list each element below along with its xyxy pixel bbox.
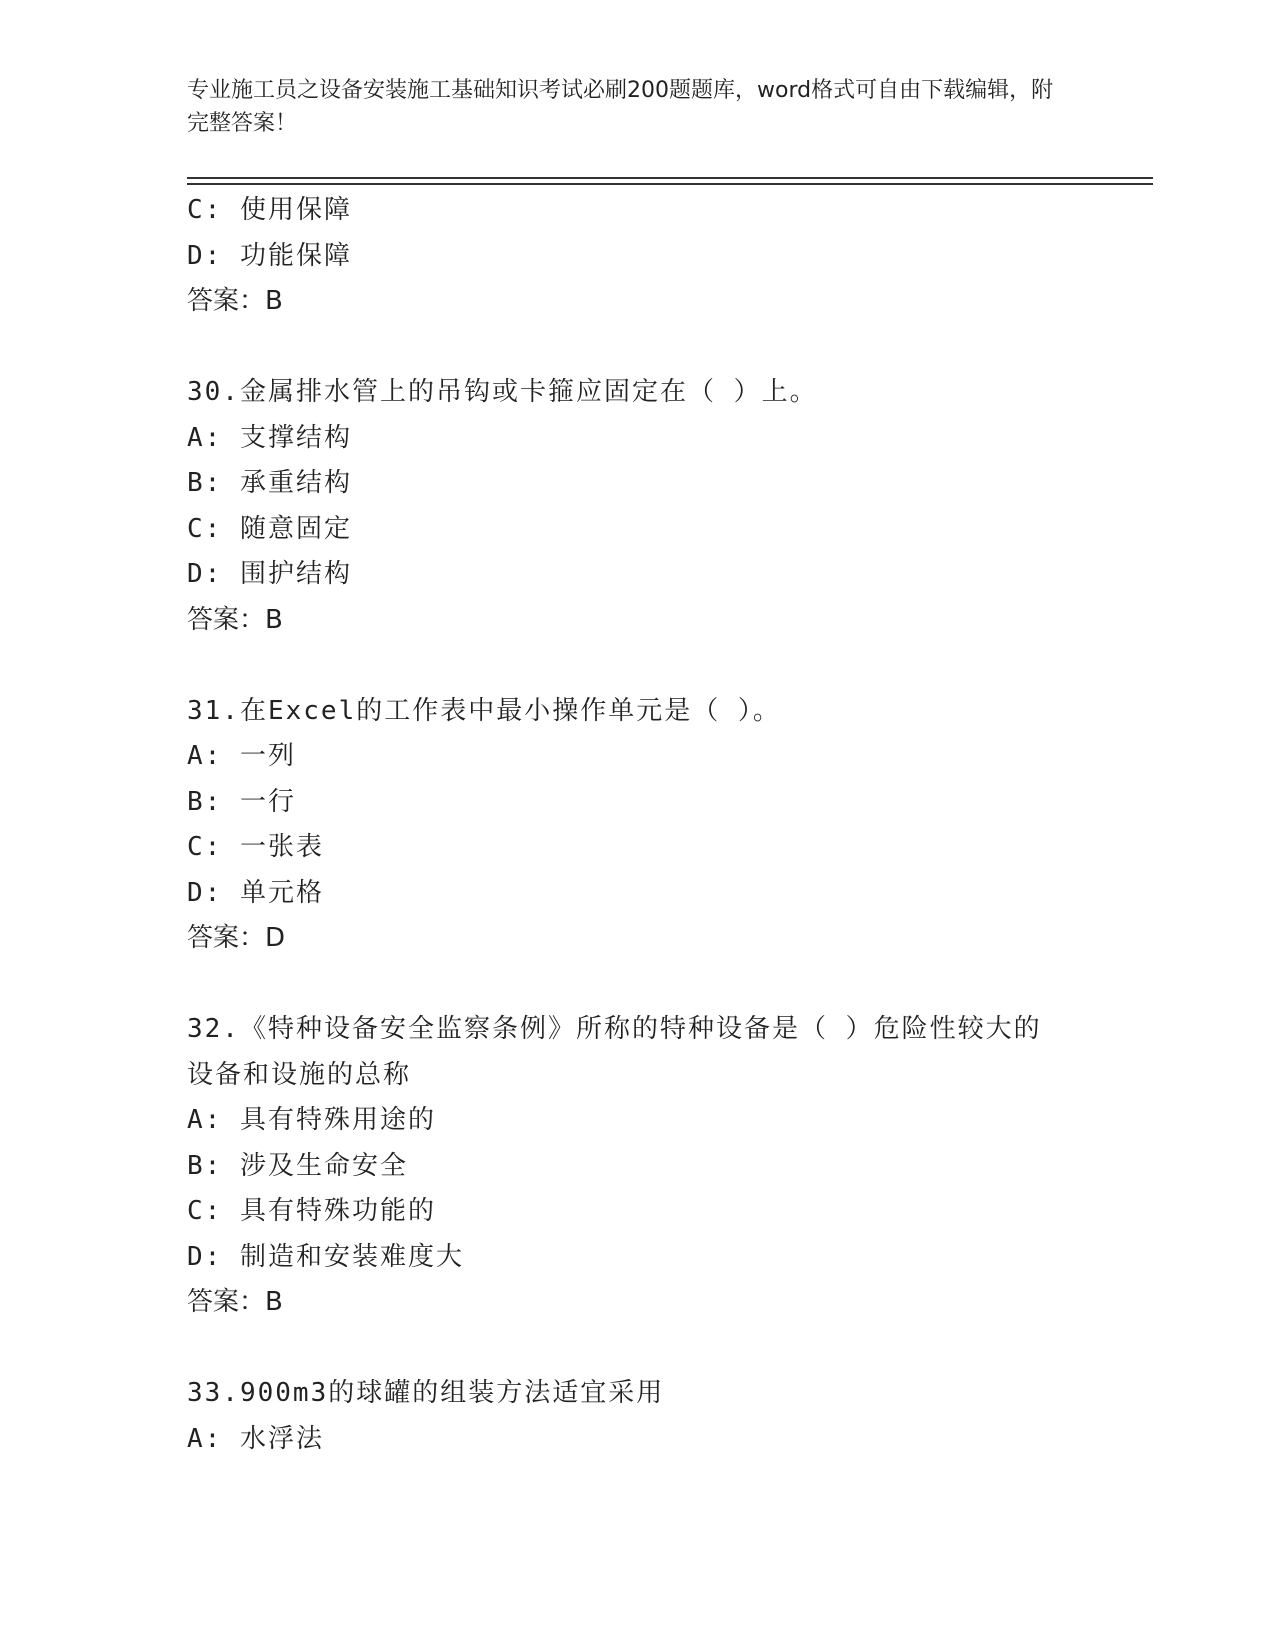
option-d: D: 单元格 (187, 877, 324, 908)
question-29-continued (187, 188, 1087, 325)
option-b: B: 一行 (187, 786, 296, 817)
option-a: A: 具有特殊用途的 (187, 1105, 436, 1135)
option-c: C: 具有特殊功能的 (187, 1196, 436, 1226)
question-stem: 30.金属排水管上的吊钩或卡箍应固定在（ ）上。 (187, 377, 818, 407)
answer-line: 答案：B (187, 286, 283, 316)
option-d: D: 围护结构 (187, 559, 352, 589)
question-33 (187, 1371, 1087, 1462)
header-divider-bottom (187, 183, 1153, 185)
question-spacer (187, 1326, 1087, 1372)
option-a: A: 支撑结构 (187, 422, 352, 453)
option-c: C: 一张表 (187, 832, 324, 862)
option-a: A: 一列 (187, 741, 296, 771)
question-stem: 33.900m3的球罐的组装方法适宜采用 (187, 1378, 665, 1408)
option-d: D: 制造和安装难度大 (187, 1241, 464, 1272)
question-30 (187, 370, 1087, 643)
answer-line: 答案：B (187, 1287, 283, 1317)
option-a: A: 水浮法 (187, 1423, 324, 1454)
option-d: D: 功能保障 (187, 240, 352, 271)
option-c: C: 随意固定 (187, 513, 352, 544)
header-divider-top (187, 177, 1153, 179)
question-stem: 31.在Excel的工作表中最小操作单元是（ ）。 (187, 695, 781, 726)
page-header (187, 74, 1067, 140)
answer-line: 答案：B (187, 604, 283, 635)
question-spacer (187, 962, 1087, 1008)
question-stem-line-2: 设备和设施的总称 (187, 1059, 412, 1090)
question-spacer (187, 643, 1087, 689)
question-32 (187, 1007, 1087, 1326)
question-31 (187, 689, 1087, 962)
option-b: B: 涉及生命安全 (187, 1150, 408, 1181)
question-stem-line-1: 32.《特种设备安全监察条例》所称的特种设备是（ ）危险性较大的 (187, 1014, 1042, 1044)
question-list (187, 188, 1087, 1462)
option-c: C: 使用保障 (187, 195, 352, 225)
option-b: B: 承重结构 (187, 468, 352, 498)
answer-line: 答案：D (187, 923, 286, 953)
question-spacer (187, 325, 1087, 371)
header-title: 专业施工员之设备安装施工基础知识考试必刷200题题库，word格式可自由下载编辑，附完整答案！ (187, 78, 1054, 136)
